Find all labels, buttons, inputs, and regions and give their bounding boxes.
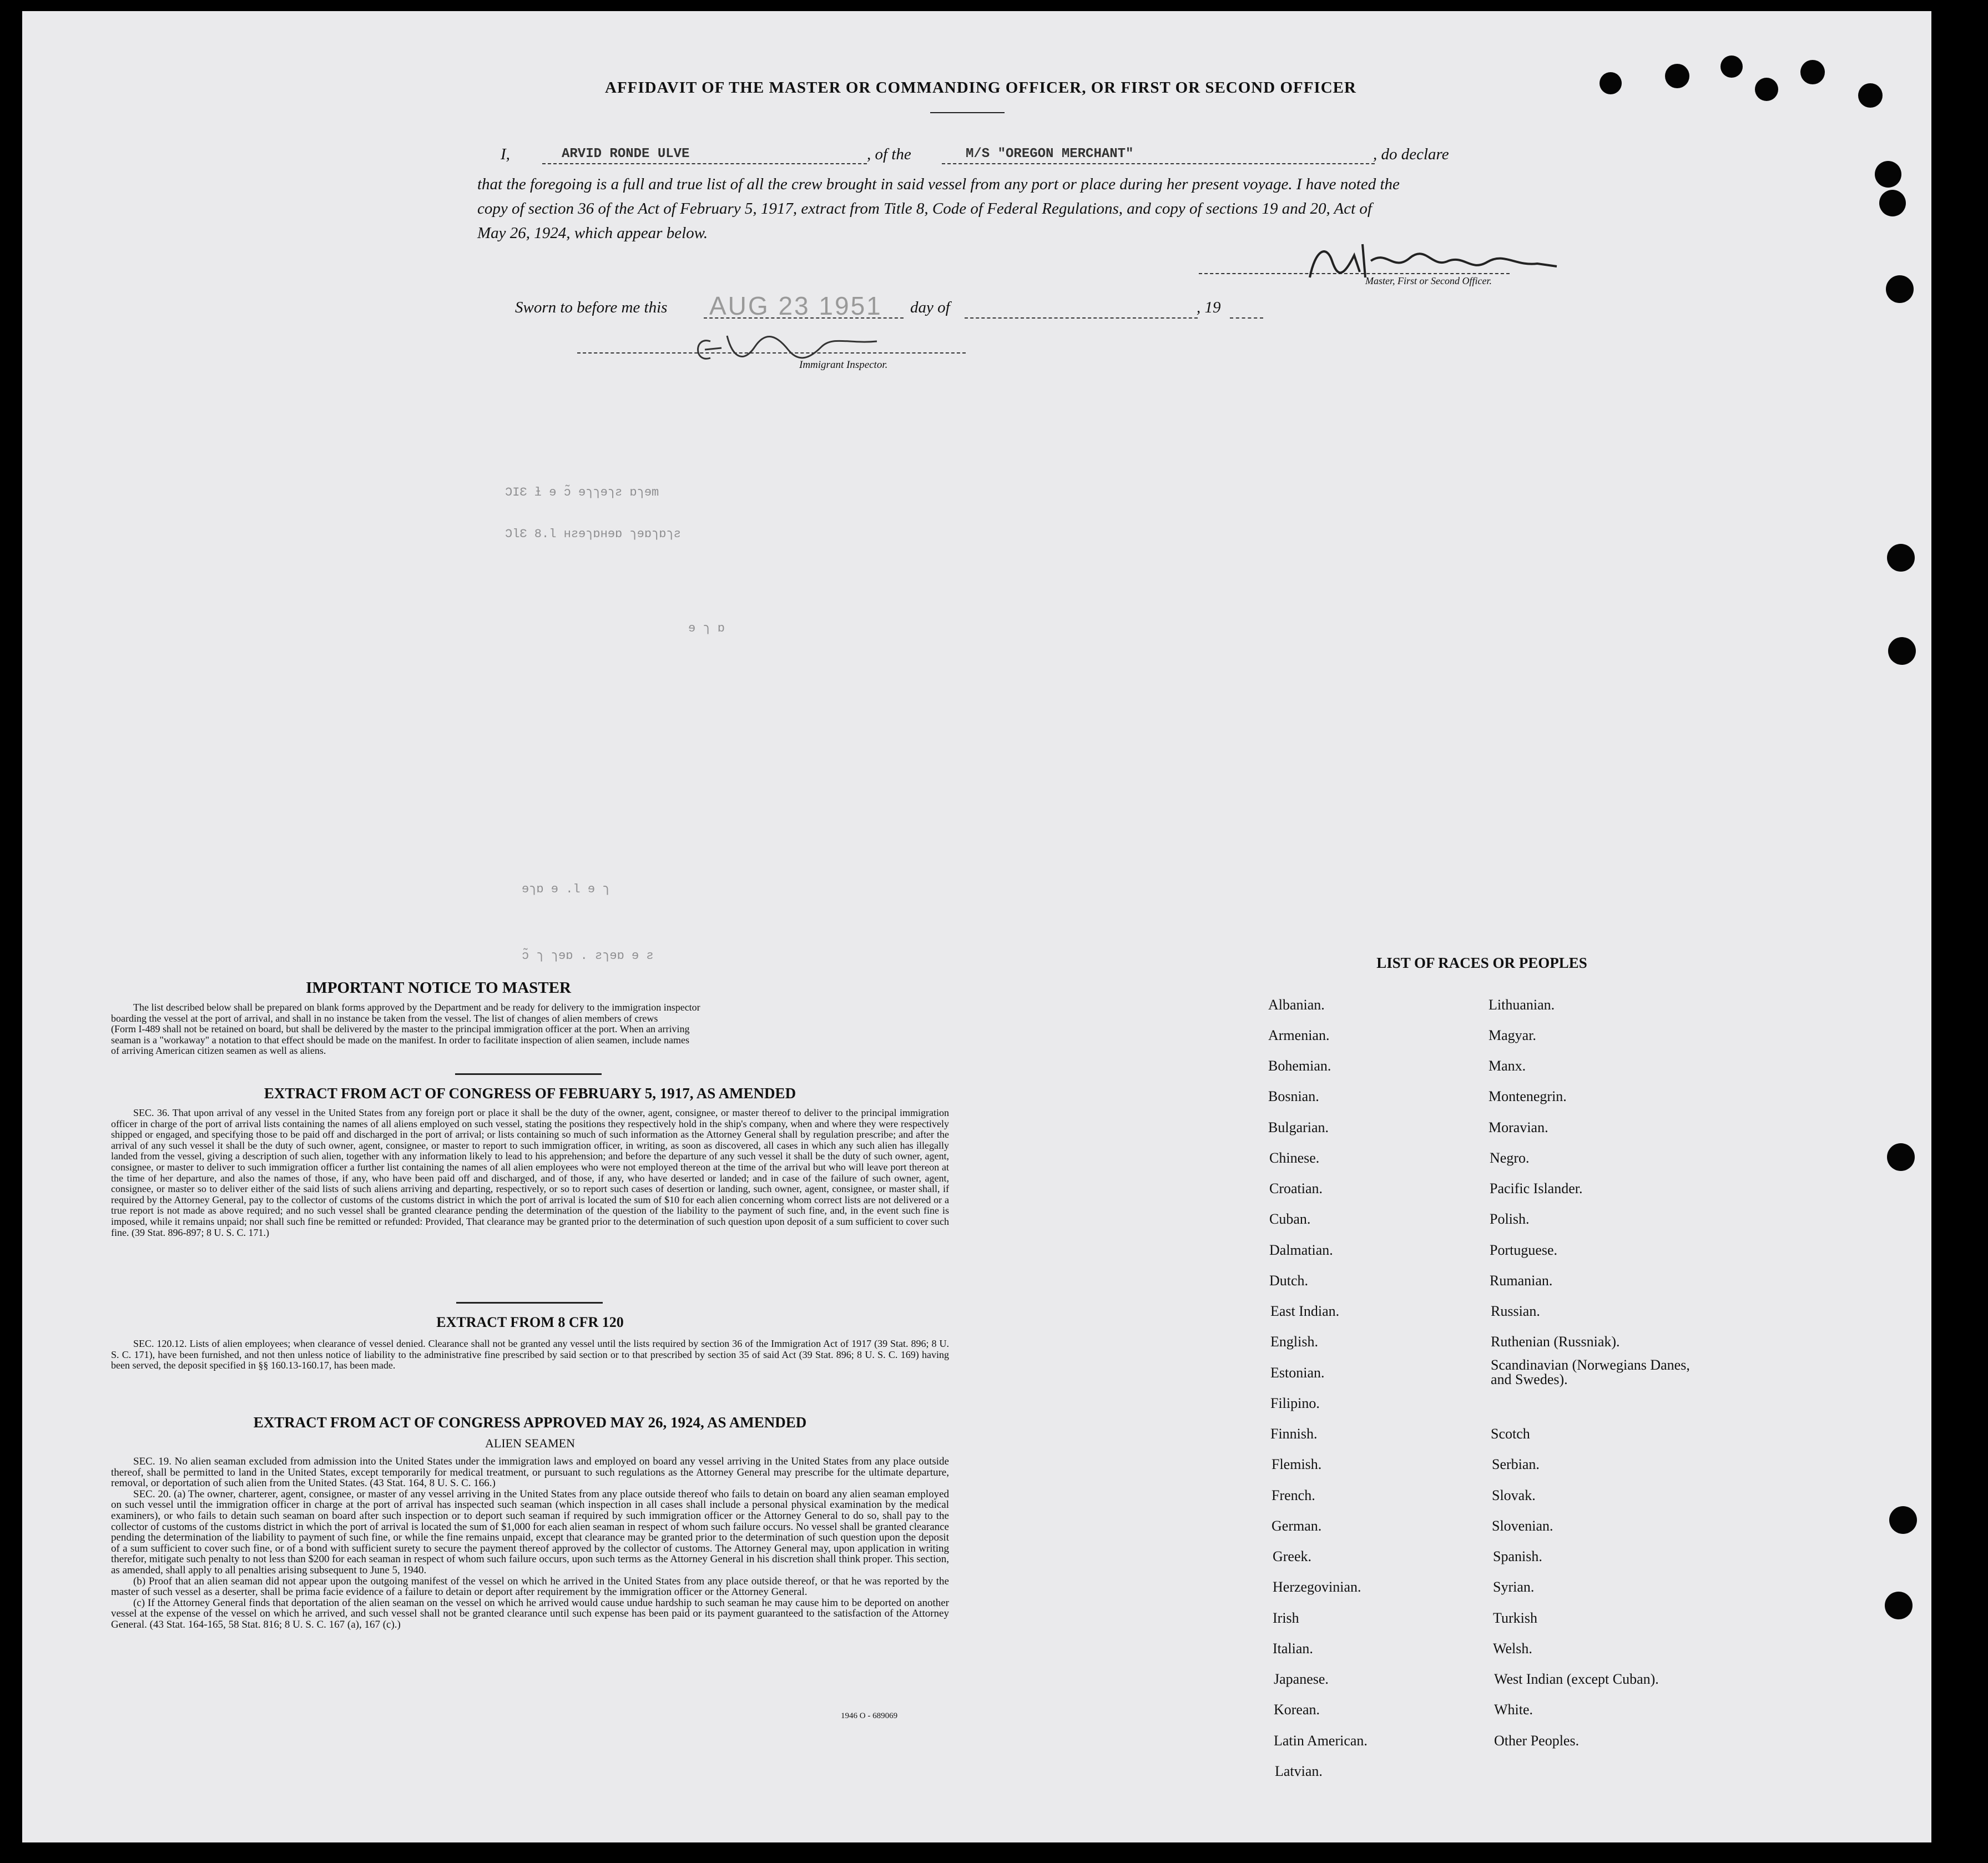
race-item: Bosnian. bbox=[1268, 1088, 1319, 1104]
date-stamp: AUG 23 1951 bbox=[709, 291, 882, 320]
i-label: I, bbox=[501, 145, 510, 163]
year-prefix: , 19 bbox=[1197, 299, 1221, 316]
race-item: Latin American. bbox=[1274, 1733, 1368, 1749]
declaration-text bbox=[477, 172, 1543, 245]
signature-caption: Master, First or Second Officer. bbox=[1365, 275, 1492, 286]
race-item: Lithuanian. bbox=[1489, 997, 1555, 1013]
month-line bbox=[965, 317, 1198, 319]
notice-heading: IMPORTANT NOTICE TO MASTER bbox=[306, 979, 571, 997]
punch-hole bbox=[1720, 55, 1743, 78]
inspector-signature bbox=[577, 325, 977, 380]
race-item: Flemish. bbox=[1271, 1456, 1322, 1472]
punch-hole bbox=[1879, 190, 1906, 216]
race-item: Estonian. bbox=[1270, 1365, 1325, 1381]
races-right-column bbox=[1489, 997, 1733, 1818]
inspector-caption: Immigrant Inspector. bbox=[799, 359, 888, 371]
race-item: Welsh. bbox=[1493, 1640, 1532, 1657]
declaration-line-2: copy of section 36 of the Act of February 5, 1917, extract from Title 8, Code of Federal Regulations, and copy of sections 19 and 20, Act of bbox=[477, 200, 1372, 218]
race-item: Manx. bbox=[1489, 1058, 1526, 1074]
race-item: Dalmatian. bbox=[1269, 1242, 1333, 1258]
sec-20b-text: (b) Proof that an alien seaman did not appear upon the outgoing manifest of the vessel on which he arrived in the United States from any place outside thereof, or that he was reported by the master of such vessel as a deserter, shall be prima facie evidence of a failure to detain or deport after requirement by the immigration officer or the Attorney General. bbox=[111, 1575, 949, 1598]
race-item: Chinese. bbox=[1269, 1150, 1320, 1166]
sworn-date-line bbox=[704, 317, 904, 319]
race-item: Polish. bbox=[1490, 1211, 1530, 1227]
punch-hole bbox=[1887, 544, 1915, 572]
extract-cfr-body: SEC. 120.12. Lists of alien employees; when clearance of vessel denied. Clearance shall not be granted any vessel until the lists required by section 36 of the Immigration Act of 1917 (39 Stat. 896; 8 U. S. C. 171), have been furnished, and not then unless notice of liability to the administrative fine prescribed by said section or to that prescribed by section 35 of said Act (39 Stat. 896; 8 U. S. C. 169) having been served, the deposit specified in §§ 160.13-160.17, has been made. bbox=[111, 1338, 949, 1371]
race-item: White. bbox=[1494, 1702, 1533, 1718]
print-code: 1946 O - 689069 bbox=[841, 1711, 898, 1720]
races-left-column bbox=[1268, 997, 1457, 1818]
race-item: Serbian. bbox=[1492, 1456, 1540, 1472]
race-item: Italian. bbox=[1273, 1640, 1313, 1657]
bleed-through-mark: ɘ ɿ ɒ bbox=[688, 622, 725, 635]
sec-20a-text: SEC. 20. (a) The owner, charterer, agent, consignee, or master of any vessel arriving in the United States from any place outside thereof who fails to detain on board any alien seaman employed on such vessel until the immigration officer in charge at the port of arrival has inspected such seaman (which inspection in all cases shall include a personal physical examination by the medical examiners), or who fails to detain such seaman on board after such inspection or to deport such seaman if required by such immigration officer or the Attorney General to do so, shall pay to the collector of customs of the customs district in which the port of arrival is located the sum of $1,000 for each alien seaman in respect of whom such failure occurs. No vessel shall be granted clearance pending the determination of the liability to payment of such fine, or while the fine remains unpaid, except that clearance may be granted prior to the determination of such question upon the deposit of a sum sufficient to cover such fine, or of a bond with sufficient surety to secure the payment thereof approved by the collector of customs. The Attorney General may, upon application in writing therefor, mitigate such penalty to not less than $200 for each seaman in respect of whom such failure occurs, upon such terms as the Attorney General in his discretion shall think proper. This section, as amended, shall apply to all penalties arising subsequent to June 5, 1940. bbox=[111, 1488, 949, 1576]
race-item: Rumanian. bbox=[1490, 1273, 1553, 1289]
races-heading: LIST OF RACES OR PEOPLES bbox=[1376, 955, 1587, 971]
race-item: Albanian. bbox=[1268, 997, 1325, 1013]
sworn-line bbox=[515, 291, 1292, 322]
sworn-prefix: Sworn to before me this bbox=[515, 299, 668, 316]
sec-19-text: SEC. 19. No alien seaman excluded from admission into the United States under the immigration laws and employed on board any vessel arriving in the United States from any place outside thereof, shall be permitted to land in the United States, except temporarily for medical treatment, or pursuant to such regulations as the Attorney General may prescribe for the ultimate departure, removal, or deportation of such alien from the United States. (43 Stat. 164, 8 U. S. C. 166.) bbox=[111, 1456, 949, 1490]
race-item: Slovenian. bbox=[1492, 1518, 1553, 1534]
officer-name: ARVID RONDE ULVE bbox=[562, 147, 690, 161]
race-item: Herzegovinian. bbox=[1273, 1579, 1361, 1595]
affidavit-title: AFFIDAVIT OF THE MASTER OR COMMANDING OFFICER, OR FIRST OR SECOND OFFICER bbox=[605, 79, 1356, 97]
punch-hole bbox=[1886, 275, 1914, 303]
race-item: Bohemian. bbox=[1268, 1058, 1331, 1074]
race-item: Japanese. bbox=[1274, 1671, 1329, 1687]
year-line bbox=[1230, 317, 1263, 319]
punch-hole bbox=[1887, 1143, 1915, 1171]
race-item: Armenian. bbox=[1268, 1027, 1330, 1043]
race-item: Portuguese. bbox=[1490, 1242, 1558, 1258]
race-item: French. bbox=[1271, 1487, 1315, 1503]
notice-line: seaman is a "workaway" a notation to that effect should be made on the manifest. In order to facilitate inspection of alien seamen, include names bbox=[111, 1034, 690, 1046]
of-the-label: , of the bbox=[867, 145, 911, 163]
race-item: Syrian. bbox=[1493, 1579, 1535, 1595]
race-item: Latvian. bbox=[1275, 1763, 1323, 1779]
notice-line: boarding the vessel at the port of arrival, and shall in no instance be taken from the vessel. The list of changes of alien members of crews bbox=[111, 1012, 658, 1024]
race-item: Cuban. bbox=[1269, 1211, 1311, 1227]
punch-hole bbox=[1665, 64, 1689, 88]
extract-1917-heading: EXTRACT FROM ACT OF CONGRESS OF FEBRUARY 5, 1917, AS AMENDED bbox=[264, 1085, 796, 1102]
race-item: Russian. bbox=[1491, 1303, 1540, 1319]
punch-hole bbox=[1858, 83, 1883, 108]
race-item: West Indian (except Cuban). bbox=[1494, 1671, 1659, 1687]
notice-line: (Form I-489 shall not be retained on board, but shall be delivered by the master to the principal immigration officer at the port. When an arriving bbox=[111, 1023, 690, 1035]
race-item: Magyar. bbox=[1489, 1027, 1536, 1043]
race-item: English. bbox=[1270, 1334, 1318, 1350]
title-divider bbox=[930, 112, 1005, 113]
extract-1924-heading: EXTRACT FROM ACT OF CONGRESS APPROVED MAY 26, 1924, AS AMENDED bbox=[253, 1414, 807, 1431]
race-item: Greek. bbox=[1273, 1548, 1312, 1564]
extract-cfr-heading: EXTRACT FROM 8 CFR 120 bbox=[436, 1314, 624, 1330]
sec-20c-text: (c) If the Attorney General finds that deportation of the alien seaman on the vessel on which he arrived would cause undue hardship to such seaman he may cause him to be deported on another vessel at the expense of the vessel on which he arrived, and such vessel shall not be granted clearance until such expense has been paid or its payment guaranteed to the satisfaction of the Attorney General. (43 Stat. 164-165, 58 Stat. 816; 8 U. S. C. 167 (a), 167 (c).) bbox=[111, 1597, 949, 1630]
master-signature bbox=[1199, 239, 1554, 289]
race-item: Moravian. bbox=[1489, 1119, 1548, 1135]
race-item: German. bbox=[1271, 1518, 1322, 1534]
race-item: Croatian. bbox=[1269, 1180, 1323, 1196]
affidavit-line-1 bbox=[501, 145, 1544, 168]
vessel-line bbox=[942, 163, 1375, 164]
officer-name-line bbox=[542, 163, 867, 164]
notice-line: of arriving American citizen seamen as well as aliens. bbox=[111, 1045, 326, 1057]
punch-hole bbox=[1600, 72, 1622, 94]
punch-hole bbox=[1888, 637, 1916, 665]
race-item: Spanish. bbox=[1493, 1548, 1542, 1564]
race-item: Montenegrin. bbox=[1489, 1088, 1567, 1104]
race-item: Turkish bbox=[1493, 1610, 1537, 1626]
race-item: Bulgarian. bbox=[1268, 1119, 1329, 1135]
declaration-line-1: that the foregoing is a full and true list of all the crew brought in said vessel from any port or place during her present voyage. I have noted the bbox=[477, 175, 1400, 193]
bleed-through-mark: ɔ̃ ɿ ɿɘɒ . ƨɿɘɒ ɘ ƨ bbox=[522, 949, 654, 963]
punch-hole bbox=[1800, 60, 1825, 84]
declaration-line-3: May 26, 1924, which appear below. bbox=[477, 224, 708, 242]
alien-seamen-subheading: ALIEN SEAMEN bbox=[485, 1436, 575, 1450]
race-item: Pacific Islander. bbox=[1490, 1180, 1583, 1196]
extract-1924-body bbox=[111, 1456, 949, 1630]
day-of-label: day of bbox=[910, 299, 950, 316]
do-declare-label: , do declare bbox=[1373, 145, 1449, 163]
race-item: Scandinavian (Norwegians Danes, and Swedes). bbox=[1491, 1357, 1690, 1387]
bleed-through-mark: ƆƖƐ 8.Ɩ ʜƨɘɿɒʜɘɒ ɿɘɒɿɒɿƨ bbox=[505, 527, 681, 541]
race-item: Slovak. bbox=[1492, 1487, 1536, 1503]
race-item: East Indian. bbox=[1270, 1303, 1340, 1319]
race-item: Finnish. bbox=[1270, 1426, 1318, 1442]
section-divider bbox=[456, 1302, 603, 1304]
section-divider bbox=[455, 1073, 602, 1075]
race-item: Scotch bbox=[1491, 1426, 1530, 1442]
punch-hole bbox=[1889, 1506, 1917, 1534]
bleed-through-mark: ɘɿɒ ɘ .Ɩ ɘ ɿ bbox=[522, 882, 610, 896]
notice-line: The list described below shall be prepared on blank forms approved by the Department and be ready for delivery to the immigration inspector bbox=[133, 1002, 700, 1013]
race-item: Korean. bbox=[1274, 1702, 1320, 1718]
race-item: Ruthenian (Russniak). bbox=[1491, 1334, 1620, 1350]
bleed-through-mark: ƆІƐ ƚ ɘ ɔ̃ ɘɿɿɘɿƨ ɒɿɘm bbox=[505, 486, 659, 499]
punch-hole bbox=[1885, 1592, 1913, 1619]
punch-hole bbox=[1875, 161, 1901, 188]
extract-1917-body: SEC. 36. That upon arrival of any vessel in the United States from any foreign port or place it shall be the duty of the owner, agent, consignee, or master thereof to deliver to the principal immigration officer in charge of the port of arrival lists containing the names of all aliens employed on such vessel, stating the positions they respectively hold in the ship's company, when and where they were respectively shipped or engaged, and specifying those to be paid off and discharged in the port of arrival; or lists containing so much of such information as the Attorney General shall by regulation prescribe; and after the arrival of any such vessel it shall be the duty of such owner, agent, consignee, or master to report to such immigration officer, in writing, as soon as discovered, all cases in which any such alien has illegally landed from the vessel, giving a description of such alien, together with any information likely to lead to his apprehension; and before the departure of any such vessel it shall be the duty of such owner, agent, consignee, or master to deliver to such immigration officer a further list containing the names of all alien employees who were not employed thereon at the time of the arrival but who will leave port thereon at the time of her departure, and also the names of those, if any, who have been paid off and discharged, and of those, if any, who have deserted or landed; and in case of the failure of such owner, agent, consignee, or master so to deliver either of the said lists of such aliens arriving and departing, respectively, or so to report such cases of desertion or landing, such owner, agent, consignee, or master shall, if required by the Attorney General, pay to the collector of customs of the customs district in which the port of arrival is located the sum of $10 for each alien concerning whom correct lists are not delivered or a true report is not made as above required; and no such vessel shall be granted clearance pending the determination of the question of the liability to the payment of such fine, and, in the event such fine is imposed, while it remains unpaid; nor shall such fine be remitted or refunded: Provided, That clearance may be granted prior to the determination of such question upon deposit of a sum sufficient to cover such fine. (39 Stat. 896-897; 8 U. S. C. 171.) bbox=[111, 1107, 949, 1238]
race-item: Dutch. bbox=[1269, 1273, 1309, 1289]
vessel-name: M/S "OREGON MERCHANT" bbox=[966, 147, 1134, 161]
race-item: Irish bbox=[1273, 1610, 1299, 1626]
document-page bbox=[22, 11, 1931, 1842]
punch-hole bbox=[1755, 78, 1778, 101]
notice-body bbox=[111, 1002, 949, 1057]
race-item: Other Peoples. bbox=[1494, 1733, 1580, 1749]
race-item: Filipino. bbox=[1270, 1395, 1320, 1411]
race-item: Negro. bbox=[1490, 1150, 1530, 1166]
